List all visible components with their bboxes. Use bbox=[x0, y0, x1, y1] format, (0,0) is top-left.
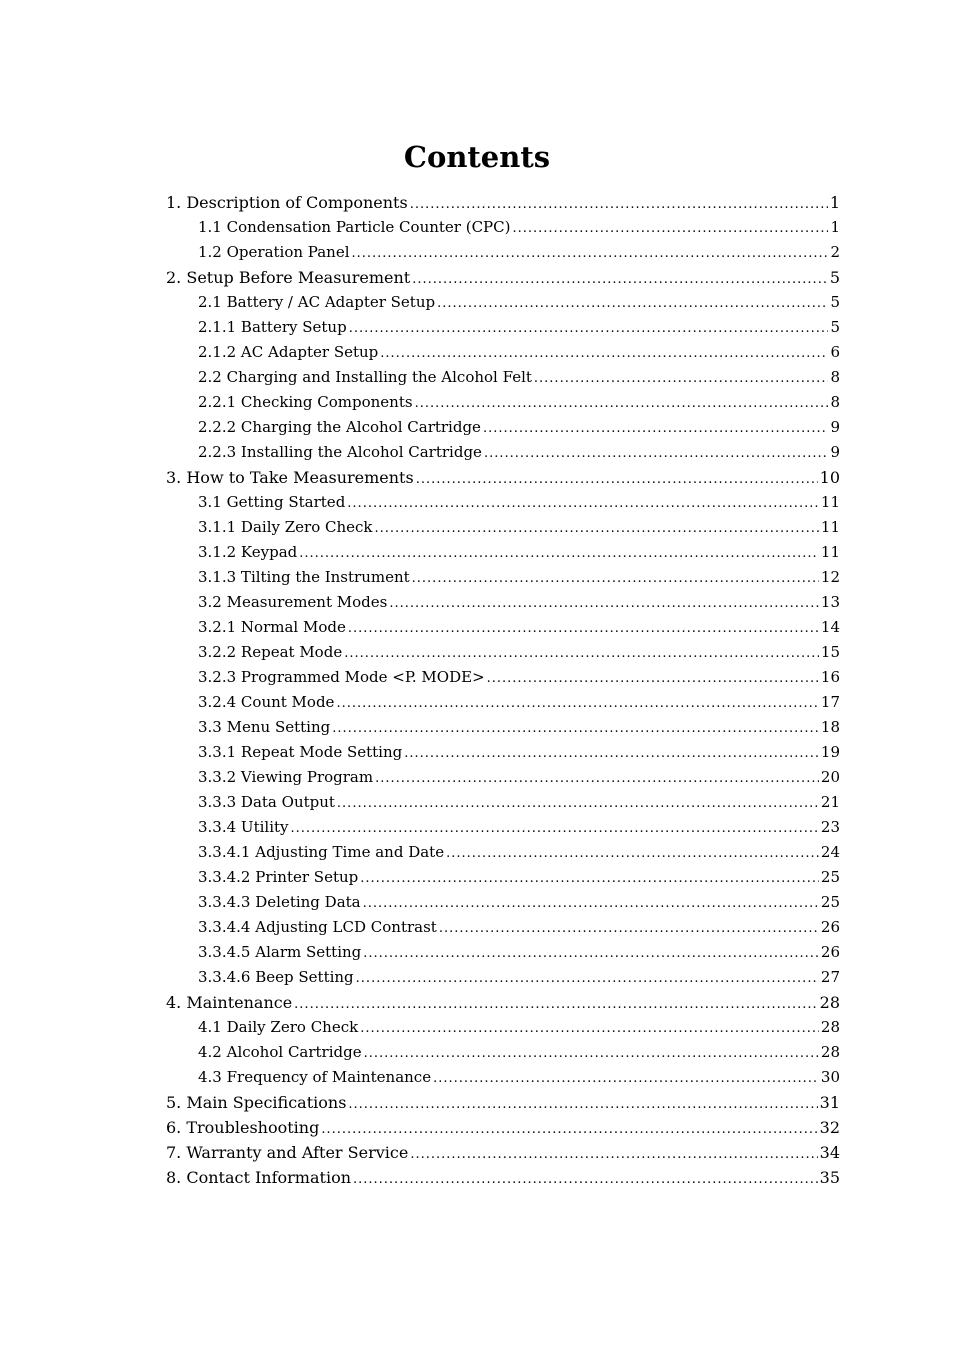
toc-chapter-entry[interactable] bbox=[166, 1090, 840, 1115]
toc-section-entry[interactable] bbox=[166, 1040, 840, 1065]
toc-page-number: 8 bbox=[830, 393, 840, 411]
toc-entry-title: 3.3.4.1 Adjusting Time and Date bbox=[198, 843, 445, 861]
toc-entry-title: 4. Maintenance bbox=[166, 993, 293, 1012]
toc-section-entry[interactable] bbox=[166, 840, 840, 865]
toc-entry-title: 3.2.2 Repeat Mode bbox=[198, 643, 343, 661]
toc-section-entry[interactable] bbox=[166, 365, 840, 390]
toc-entry-title: 3. How to Take Measurements bbox=[166, 468, 414, 487]
toc-dot-leader bbox=[412, 267, 828, 290]
toc-dot-leader bbox=[412, 566, 819, 590]
toc-page-number: 27 bbox=[820, 968, 840, 986]
toc-entry-title: 3.3.1 Repeat Mode Setting bbox=[198, 743, 403, 761]
toc-page-number: 18 bbox=[820, 718, 840, 736]
toc-section-entry[interactable] bbox=[166, 590, 840, 615]
toc-section-entry[interactable] bbox=[166, 340, 840, 365]
toc-dot-leader bbox=[439, 916, 819, 940]
toc-dot-leader bbox=[360, 866, 819, 890]
toc-entry-title: 2.2 Charging and Installing the Alcohol Felt bbox=[198, 368, 532, 386]
toc-dot-leader bbox=[512, 216, 828, 240]
toc-entry-title: 3.3.2 Viewing Program bbox=[198, 768, 374, 786]
toc-page-number: 5 bbox=[830, 318, 840, 336]
toc-section-entry[interactable] bbox=[166, 290, 840, 315]
toc-dot-leader bbox=[348, 1092, 817, 1115]
toc-entry-title: 3.3.4.6 Beep Setting bbox=[198, 968, 354, 986]
toc-page-number: 10 bbox=[819, 468, 840, 487]
toc-dot-leader bbox=[484, 441, 829, 465]
toc-page-number: 9 bbox=[830, 418, 840, 436]
toc-entry-title: 2.1.1 Battery Setup bbox=[198, 318, 347, 336]
toc-entry-title: 3.3.4.5 Alarm Setting bbox=[198, 943, 362, 961]
toc-page-number: 1 bbox=[830, 218, 840, 236]
toc-entry-title: 6. Troubleshooting bbox=[166, 1118, 320, 1137]
page-title: Contents bbox=[403, 140, 551, 175]
toc-chapter-entry[interactable] bbox=[166, 990, 840, 1015]
toc-section-entry[interactable] bbox=[166, 815, 840, 840]
toc-page-number: 31 bbox=[819, 1093, 840, 1112]
toc-page-number: 15 bbox=[820, 643, 840, 661]
toc-page-number: 21 bbox=[820, 793, 840, 811]
toc-entry-title: 2.2.1 Checking Components bbox=[198, 393, 413, 411]
toc-dot-leader bbox=[344, 641, 819, 665]
toc-page-number: 11 bbox=[820, 493, 840, 511]
toc-chapter-entry[interactable] bbox=[166, 265, 840, 290]
toc-section-entry[interactable] bbox=[166, 540, 840, 565]
toc-dot-leader bbox=[336, 691, 818, 715]
toc-dot-leader bbox=[410, 192, 828, 215]
toc-chapter-entry[interactable] bbox=[166, 190, 840, 215]
toc-dot-leader bbox=[534, 366, 829, 390]
toc-page-number: 28 bbox=[820, 1043, 840, 1061]
toc-dot-leader bbox=[353, 1167, 818, 1190]
toc-section-entry[interactable] bbox=[166, 440, 840, 465]
toc-entry-title: 4.2 Alcohol Cartridge bbox=[198, 1043, 362, 1061]
toc-dot-leader bbox=[352, 241, 829, 265]
toc-entry-title: 3.1.1 Daily Zero Check bbox=[198, 518, 373, 536]
toc-dot-leader bbox=[483, 416, 829, 440]
toc-section-entry[interactable] bbox=[166, 415, 840, 440]
table-of-contents bbox=[166, 190, 840, 1190]
toc-page-number: 23 bbox=[820, 818, 840, 836]
toc-page-number: 6 bbox=[830, 343, 840, 361]
toc-page-number: 12 bbox=[820, 568, 840, 586]
toc-entry-title: 2.1 Battery / AC Adapter Setup bbox=[198, 293, 436, 311]
toc-dot-leader bbox=[360, 1016, 819, 1040]
toc-entry-title: 3.3.4.4 Adjusting LCD Contrast bbox=[198, 918, 437, 936]
toc-page-number: 11 bbox=[820, 543, 840, 561]
toc-dot-leader bbox=[404, 741, 819, 765]
toc-dot-leader bbox=[348, 616, 819, 640]
toc-entry-title: 3.3.4 Utility bbox=[198, 818, 289, 836]
toc-dot-leader bbox=[437, 291, 828, 315]
toc-entry-title: 2. Setup Before Measurement bbox=[166, 268, 411, 287]
toc-page-number: 9 bbox=[830, 443, 840, 461]
toc-dot-leader bbox=[415, 391, 829, 415]
toc-chapter-entry[interactable] bbox=[166, 465, 840, 490]
toc-page-number: 28 bbox=[820, 1018, 840, 1036]
toc-dot-leader bbox=[364, 1041, 819, 1065]
toc-section-entry[interactable] bbox=[166, 515, 840, 540]
toc-dot-leader bbox=[416, 467, 818, 490]
toc-entry-title: 3.3 Menu Setting bbox=[198, 718, 331, 736]
toc-page-number: 5 bbox=[830, 293, 840, 311]
toc-entry-title: 1.1 Condensation Particle Counter (CPC) bbox=[198, 218, 511, 236]
toc-section-entry[interactable] bbox=[166, 765, 840, 790]
toc-entry-title: 7. Warranty and After Service bbox=[166, 1143, 409, 1162]
toc-page-number: 2 bbox=[830, 243, 840, 261]
toc-page-number: 25 bbox=[820, 893, 840, 911]
toc-section-entry[interactable] bbox=[166, 965, 840, 990]
toc-entry-title: 3.2.4 Count Mode bbox=[198, 693, 335, 711]
toc-page-number: 25 bbox=[820, 868, 840, 886]
toc-section-entry[interactable] bbox=[166, 490, 840, 515]
toc-section-entry[interactable] bbox=[166, 315, 840, 340]
toc-page-number: 11 bbox=[820, 518, 840, 536]
toc-dot-leader bbox=[375, 766, 819, 790]
toc-dot-leader bbox=[446, 841, 819, 865]
toc-page-number: 1 bbox=[829, 193, 840, 212]
toc-section-entry[interactable] bbox=[166, 715, 840, 740]
toc-section-entry[interactable] bbox=[166, 390, 840, 415]
toc-dot-leader bbox=[299, 541, 819, 565]
toc-dot-leader bbox=[337, 791, 819, 815]
toc-section-entry[interactable] bbox=[166, 640, 840, 665]
toc-entry-title: 3.2.1 Normal Mode bbox=[198, 618, 346, 636]
toc-section-entry[interactable] bbox=[166, 1015, 840, 1040]
toc-entry-title: 8. Contact Information bbox=[166, 1168, 351, 1187]
toc-section-entry[interactable] bbox=[166, 890, 840, 915]
toc-dot-leader bbox=[349, 316, 829, 340]
toc-dot-leader bbox=[410, 1142, 817, 1165]
toc-section-entry[interactable] bbox=[166, 240, 840, 265]
toc-entry-title: 1.2 Operation Panel bbox=[198, 243, 350, 261]
toc-page-number: 16 bbox=[820, 668, 840, 686]
toc-chapter-entry[interactable] bbox=[166, 1115, 840, 1140]
toc-section-entry[interactable] bbox=[166, 565, 840, 590]
toc-page-number: 19 bbox=[820, 743, 840, 761]
toc-dot-leader bbox=[363, 941, 819, 965]
toc-entry-title: 2.2.2 Charging the Alcohol Cartridge bbox=[198, 418, 481, 436]
toc-dot-leader bbox=[321, 1117, 817, 1140]
toc-entry-title: 1. Description of Components bbox=[166, 193, 408, 212]
toc-page-number: 35 bbox=[819, 1168, 840, 1187]
toc-page-number: 26 bbox=[820, 943, 840, 961]
toc-dot-leader bbox=[294, 992, 817, 1015]
toc-page-number: 34 bbox=[819, 1143, 840, 1162]
toc-page-number: 17 bbox=[820, 693, 840, 711]
toc-entry-title: 3.1.3 Tilting the Instrument bbox=[198, 568, 410, 586]
toc-entry-title: 3.1.2 Keypad bbox=[198, 543, 298, 561]
toc-entry-title: 3.3.4.2 Printer Setup bbox=[198, 868, 359, 886]
toc-dot-leader bbox=[433, 1066, 819, 1090]
toc-page-number: 24 bbox=[820, 843, 840, 861]
toc-entry-title: 2.2.3 Installing the Alcohol Cartridge bbox=[198, 443, 482, 461]
toc-dot-leader bbox=[375, 516, 819, 540]
toc-dot-leader bbox=[356, 966, 819, 990]
toc-page-number: 14 bbox=[820, 618, 840, 636]
toc-page-number: 26 bbox=[820, 918, 840, 936]
toc-page-number: 8 bbox=[830, 368, 840, 386]
toc-dot-leader bbox=[487, 666, 819, 690]
toc-entry-title: 3.3.4.3 Deleting Data bbox=[198, 893, 361, 911]
toc-page-number: 32 bbox=[819, 1118, 840, 1137]
toc-page-number: 13 bbox=[820, 593, 840, 611]
toc-entry-title: 4.1 Daily Zero Check bbox=[198, 1018, 359, 1036]
toc-section-entry[interactable] bbox=[166, 1065, 840, 1090]
toc-entry-title: 3.2.3 Programmed Mode <P. MODE> bbox=[198, 668, 485, 686]
toc-dot-leader bbox=[332, 716, 819, 740]
toc-page-number: 30 bbox=[820, 1068, 840, 1086]
toc-entry-title: 4.3 Frequency of Maintenance bbox=[198, 1068, 432, 1086]
toc-section-entry[interactable] bbox=[166, 790, 840, 815]
toc-dot-leader bbox=[363, 891, 819, 915]
toc-entry-title: 3.2 Measurement Modes bbox=[198, 593, 388, 611]
toc-entry-title: 3.1 Getting Started bbox=[198, 493, 346, 511]
toc-dot-leader bbox=[380, 341, 828, 365]
toc-page-number: 5 bbox=[829, 268, 840, 287]
toc-entry-title: 3.3.3 Data Output bbox=[198, 793, 335, 811]
toc-section-entry[interactable] bbox=[166, 915, 840, 940]
toc-section-entry[interactable] bbox=[166, 940, 840, 965]
toc-dot-leader bbox=[389, 591, 819, 615]
toc-section-entry[interactable] bbox=[166, 865, 840, 890]
toc-entry-title: 5. Main Specifications bbox=[166, 1093, 347, 1112]
toc-section-entry[interactable] bbox=[166, 615, 840, 640]
toc-section-entry[interactable] bbox=[166, 665, 840, 690]
toc-dot-leader bbox=[347, 491, 819, 515]
toc-entry-title: 2.1.2 AC Adapter Setup bbox=[198, 343, 379, 361]
toc-chapter-entry[interactable] bbox=[166, 1165, 840, 1190]
toc-page-number: 20 bbox=[820, 768, 840, 786]
toc-dot-leader bbox=[291, 816, 819, 840]
toc-page-number: 28 bbox=[819, 993, 840, 1012]
toc-chapter-entry[interactable] bbox=[166, 1140, 840, 1165]
toc-section-entry[interactable] bbox=[166, 215, 840, 240]
toc-section-entry[interactable] bbox=[166, 740, 840, 765]
toc-section-entry[interactable] bbox=[166, 690, 840, 715]
